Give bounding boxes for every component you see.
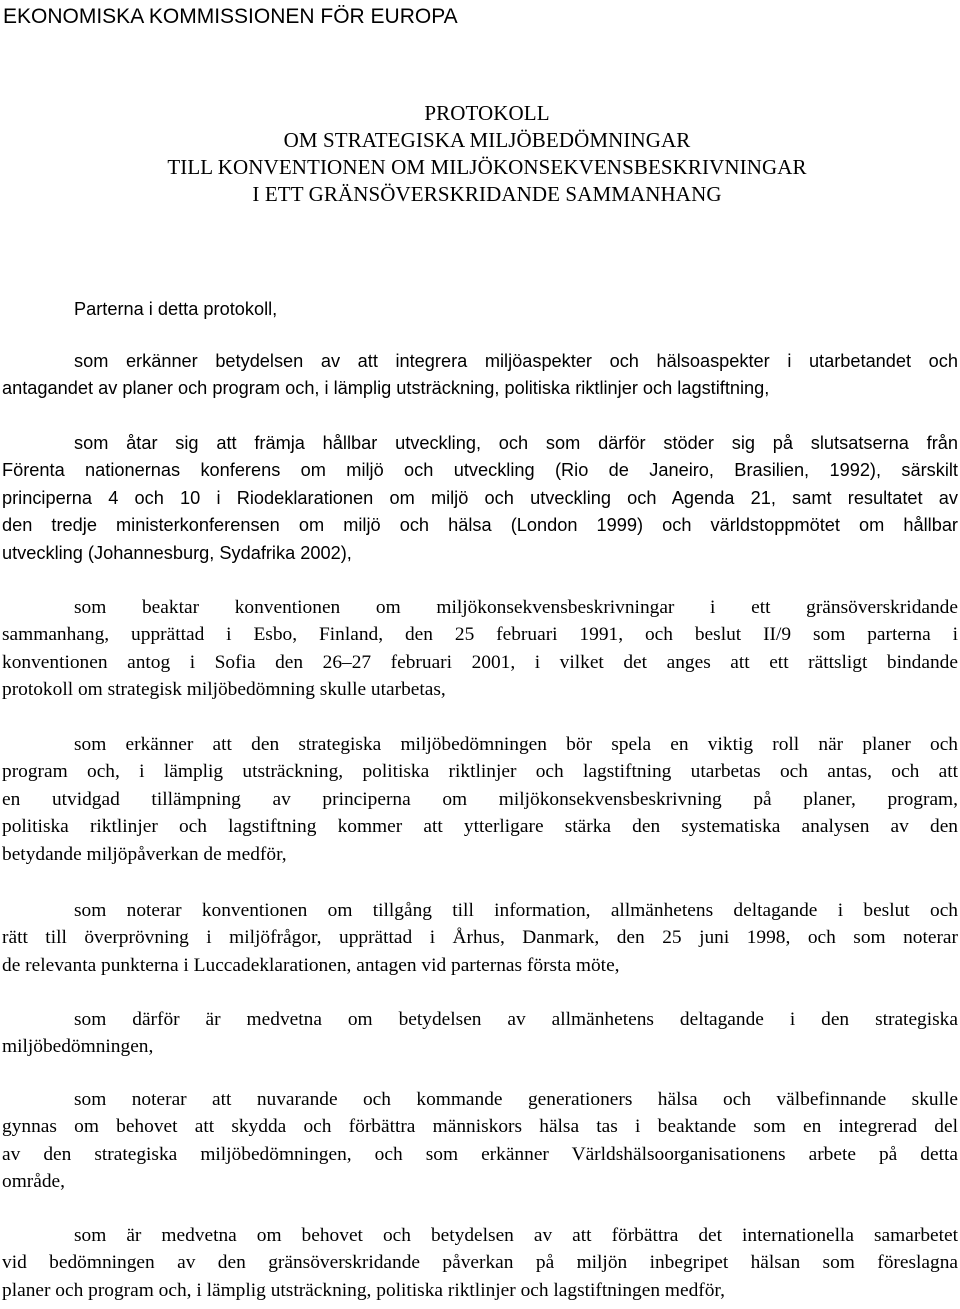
preamble-paragraph-5 xyxy=(2,897,958,979)
paragraph-line: antagandet av planer och program och, i lämplig utsträckning, politiska riktlinjer och lagstiftning, xyxy=(2,378,770,399)
paragraph-line: principerna 4 och 10 i Riodeklarationen om miljö och utveckling och Agenda 21, samt resultatet av xyxy=(2,487,958,508)
paragraph-line: som noterar att nuvarande och kommande generationers hälsa och välbefinnande skulle xyxy=(74,1089,958,1110)
paragraph-line: som noterar konventionen om tillgång till information, allmänhetens deltagande i beslut och xyxy=(74,900,958,921)
title-line: OM STRATEGISKA MILJÖBEDÖMNINGAR xyxy=(283,128,691,152)
paragraph-line: politiska riktlinjer och lagstiftning kommer att ytterligare stärka den systematiska analysen av den xyxy=(2,816,958,838)
preamble-paragraph-3 xyxy=(2,594,958,704)
paragraph-line: betydande miljöpåverkan de medför, xyxy=(2,843,287,865)
title-line: I ETT GRÄNSÖVERSKRIDANDE SAMMANHANG xyxy=(252,182,722,206)
paragraph-line: konventionen antog i Sofia den 26–27 februari 2001, i vilket det anges att ett rättsligt bindande xyxy=(2,651,958,673)
paragraph-line: vid bedömningen av den gränsöverskridande påverkan på miljön inbegripet hälsan som föreslagna xyxy=(2,1252,958,1274)
preamble-paragraph-6 xyxy=(2,1006,958,1061)
lead-line: Parterna i detta protokoll, xyxy=(74,299,278,319)
preamble-paragraph-7 xyxy=(2,1086,958,1196)
paragraph-line: som erkänner betydelsen av att integrera miljöaspekter och hälsoaspekter i utarbetandet och xyxy=(74,351,958,371)
paragraph-line: som åtar sig att främja hållbar utveckling, och som därför stöder sig på slutsatserna från xyxy=(74,433,958,453)
preamble-paragraph-2 xyxy=(2,430,958,567)
paragraph-line: som beaktar konventionen om miljökonsekvensbeskrivningar i ett gränsöverskridande xyxy=(74,597,958,618)
paragraph-line: som erkänner att den strategiska miljöbedömningen bör spela en viktig roll när planer och xyxy=(74,734,958,755)
preamble-paragraph-1 xyxy=(2,348,958,403)
paragraph-line: planer och program och, i lämplig utsträckning, politiska riktlinjer och lagstiftningen medför, xyxy=(2,1279,725,1301)
protocol-title xyxy=(0,100,960,208)
paragraph-line: protokoll om strategisk miljöbedömning skulle utarbetas, xyxy=(2,679,446,701)
paragraph-line: utveckling (Johannesburg, Sydafrika 2002), xyxy=(2,542,352,563)
paragraph-line: Förenta nationernas konferens om miljö och utveckling (Rio de Janeiro, Brasilien, 1992), särskilt xyxy=(2,460,958,481)
paragraph-line: en utvidgad tillämpning av principerna om miljökonsekvensbeskrivning på planer, program, xyxy=(2,788,958,810)
paragraph-line: miljöbedömningen, xyxy=(2,1036,154,1058)
preamble-paragraph-8 xyxy=(2,1222,958,1304)
preamble-paragraph-4 xyxy=(2,731,958,868)
paragraph-line: sammanhang, upprättad i Esbo, Finland, den 25 februari 1991, och beslut II/9 som parterna i xyxy=(2,624,958,646)
paragraph-line: rätt till överprövning i miljöfrågor, upprättad i Århus, Danmark, den 25 juni 1998, och som noterar xyxy=(2,927,958,949)
paragraph-line: som är medvetna om behovet och betydelsen av att förbättra det internationella samarbetet xyxy=(74,1225,958,1246)
paragraph-line: gynnas om behovet att skydda och förbättra människors hälsa tas i beaktande som en integrerad del xyxy=(2,1116,958,1138)
paragraph-line: som därför är medvetna om betydelsen av allmänhetens deltagande i den strategiska xyxy=(74,1009,958,1030)
paragraph-line: område, xyxy=(2,1171,65,1193)
paragraph-line: av den strategiska miljöbedömningen, och som erkänner Världshälsoorganisationens arbete på detta xyxy=(2,1143,958,1165)
paragraph-line: de relevanta punkterna i Luccadeklarationen, antagen vid parternas första möte, xyxy=(2,954,620,976)
organization-heading: EKONOMISKA KOMMISSIONEN FÖR EUROPA xyxy=(3,5,458,28)
title-line: TILL KONVENTIONEN OM MILJÖKONSEKVENSBESKRIVNINGAR xyxy=(167,155,807,179)
paragraph-line: program och, i lämplig utsträckning, politiska riktlinjer och lagstiftning utarbetas och antas, och att xyxy=(2,761,958,783)
title-line: PROTOKOLL xyxy=(424,101,550,125)
paragraph-line: den tredje ministerkonferensen om miljö och hälsa (London 1999) och världstoppmötet om hållbar xyxy=(2,515,958,536)
